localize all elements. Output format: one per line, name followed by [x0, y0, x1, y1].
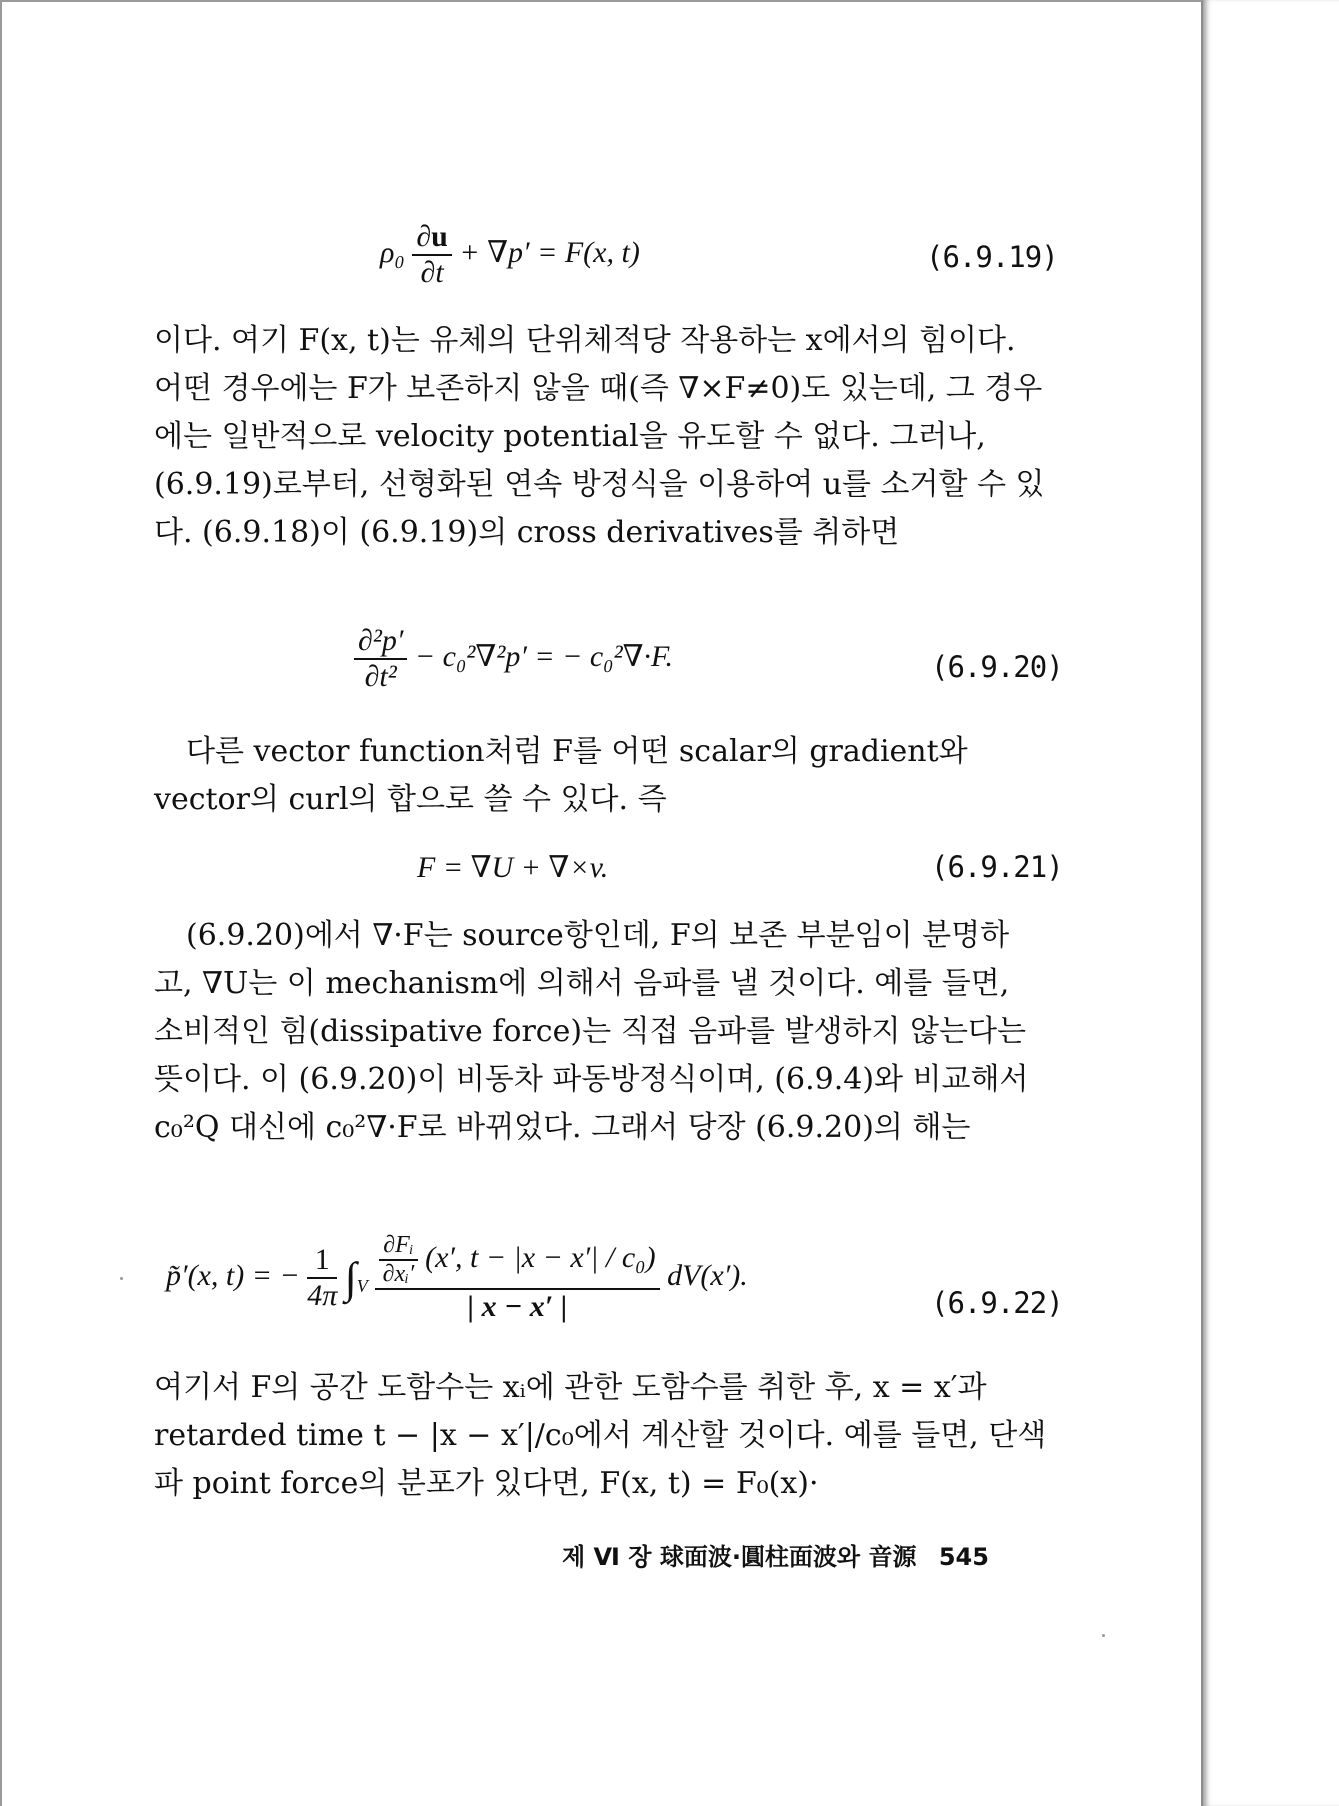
paragraph-1: 이다. 여기 F(x, t)는 유체의 단위체적당 작용하는 x에서의 힘이다. 어떤 경우에는 F가 보존하지 않을 때(즉 ∇×F≠0)도 있는데, 그 경우에는 일반적으로 velocity potential을 유도할 수 없다. 그러나, (6.9.19)로부터, 선형화된 연속 방정식을 이용하여 u를 소거할 수 있다. (6.9.18)이 (6.9.19)의 cross derivatives를 취하면 — [154, 323, 1045, 550]
chapter-title: 제 Ⅵ 장 球面波·圓柱面波와 音源 — [562, 1543, 917, 1571]
paragraph-4: 여기서 F의 공간 도함수는 xᵢ에 관한 도함수를 취한 후, x = x′과 retarded time t − |x − x′|/c₀에서 계산할 것이다. 예를 들면, 단색파 point force의 분포가 있다면, F(x, t) = F₀(x)· — [154, 1370, 1047, 1501]
eq22-lhs: p̃′(x, t) = − — [166, 1258, 300, 1292]
equation-6-9-22 — [166, 1232, 748, 1324]
page-edge-shadow — [1203, 0, 1339, 1806]
eq22-main-numerator — [375, 1232, 659, 1290]
equation-number-6-9-20: (6.9.20) — [931, 650, 1063, 684]
eq22-inner-fraction — [379, 1232, 417, 1288]
eq20-numerator: ∂²p′ — [354, 624, 407, 660]
eq20-denominator: ∂t² — [364, 660, 397, 693]
eq22-argument: (x′, t − |x − x′| / c₀) — [425, 1240, 656, 1274]
scan-speck — [1102, 1634, 1105, 1637]
eq19-numerator: ∂u — [412, 220, 452, 256]
running-footer — [562, 1537, 989, 1572]
equation-number-6-9-19: (6.9.19) — [926, 240, 1058, 274]
eq22-main-fraction — [375, 1232, 659, 1324]
equation-number-6-9-21: (6.9.21) — [931, 850, 1063, 884]
eq20-fraction — [354, 624, 407, 694]
scan-speck — [120, 1277, 123, 1280]
eq22-inner-numerator: ∂Fᵢ — [379, 1232, 417, 1261]
eq22-coef-numerator: 1 — [307, 1243, 337, 1279]
page-number: 545 — [938, 1543, 989, 1571]
equation-6-9-20 — [354, 624, 673, 694]
paragraph-2: 다른 vector function처럼 F를 어떤 scalar의 gradient와 vector의 curl의 합으로 쓸 수 있다. 즉 — [154, 734, 968, 817]
eq19-rho: ρ₀ — [380, 235, 405, 269]
equation-number-6-9-22: (6.9.22) — [931, 1286, 1063, 1320]
eq22-main-denominator: | x − x′ | — [467, 1290, 568, 1323]
eq19-fraction — [412, 220, 452, 290]
eq19-rest: + ∇p′ = F(x, t) — [459, 235, 640, 269]
integral-sign: ∫ — [344, 1253, 357, 1303]
eq22-coefficient — [307, 1243, 337, 1313]
integral-domain: V — [356, 1275, 368, 1296]
eq22-inner-denominator: ∂xᵢ′ — [382, 1261, 415, 1287]
eq22-tail: dV(x′). — [667, 1258, 748, 1292]
equation-6-9-19 — [380, 220, 640, 290]
eq19-denominator: ∂t — [420, 256, 444, 289]
eq20-rest: − c₀²∇²p′ = − c₀²∇·F. — [414, 639, 674, 673]
equation-6-9-21: F = ∇U + ∇×v. — [417, 851, 609, 884]
paragraph-3: (6.9.20)에서 ∇·F는 source항인데, F의 보존 부분임이 분명하고, ∇U는 이 mechanism에 의해서 음파를 낼 것이다. 예를 들면, 소비적인 힘(dissipative force)는 직접 음파를 발생하지 않는다는 뜻이다. 이 (6.9.20)이 비동차 파동방정식이며, (6.9.4)와 비교해서 c₀²Q 대신에 c₀²∇·F로 바뀌었다. 그래서 당장 (6.9.20)의 해는 — [154, 918, 1029, 1145]
eq22-coef-denominator: 4π — [307, 1279, 338, 1312]
